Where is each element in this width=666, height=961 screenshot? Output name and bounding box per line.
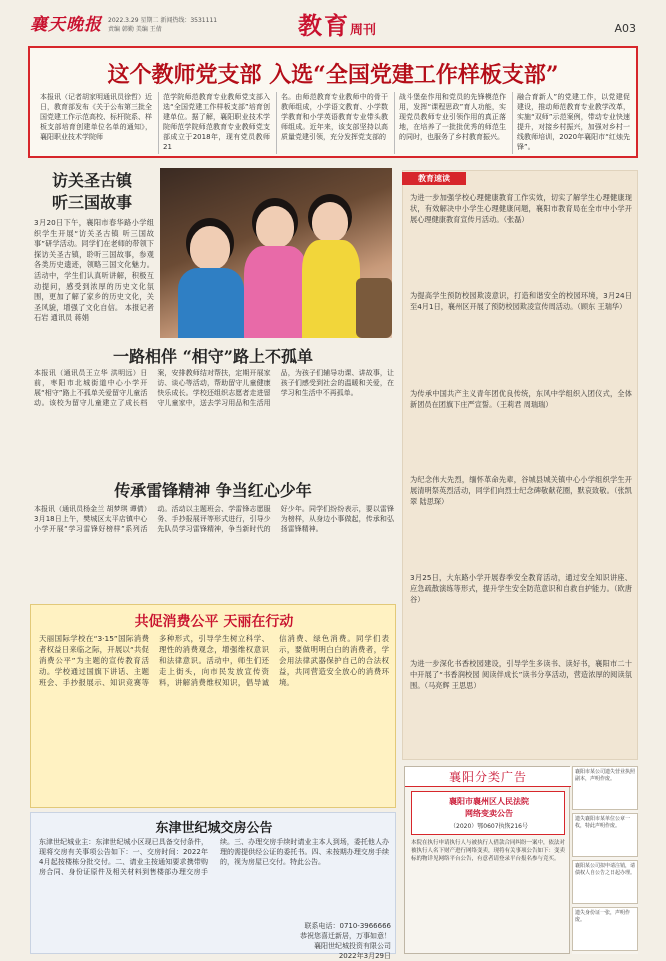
classified-ads	[404, 766, 570, 954]
housing-notice	[30, 812, 396, 960]
story1-body: 3月20日下午，襄阳市春华路小学组织学生开展“访关圣古镇 听三国故事”研学活动。同学们在老师的带领下探访关圣古镇，聆听三国故事，参观各类历史遗迹，领略三国文化魅力。活动中，学生们认真听讲解，积极互动提问，感受到浓厚的历史文化氛围，更加了解了家乡的历史文化，关圣风貌，增强了文化自信。 本报记者 石岩 通讯员 蒋娟	[34, 218, 154, 323]
court-name: 襄阳市襄州区人民法院	[449, 797, 529, 806]
lead-col-3: 名。由师范教育专业教师中的骨干教师组成，小学语文教育、小学数学教育和小学英语教育专业带头教师组成。近年来，该支部坚持以高质量党建引领，充分发挥党支部的	[276, 92, 388, 154]
tip-item: 为进一步深化书香校园建设，引导学生多读书、读好书，襄阳市二十中开展了“书香润校园 阅读伴成长”读书分享活动，营造浓厚的阅读氛围。（马亮辉 王思思）	[410, 659, 632, 690]
side-ads	[572, 766, 638, 954]
tip-item: 为传承中国共产主义青年团优良传统，东风中学组织入团仪式，全体新团员在团旗下庄严宣誓。（王莉君 周瑞瑞）	[410, 389, 632, 409]
tip-item: 为提高学生预防校园欺凌意识，打造和谐安全的校园环境，3月24日至4月1日，襄州区开展了预防校园欺凌宣传周活动。（顾东 王瑞华）	[410, 291, 632, 311]
masthead	[30, 6, 636, 44]
children-photo	[160, 168, 392, 338]
notice-title: 东津世纪城交房公告	[155, 821, 273, 836]
lead-col-1: 本报讯（记者胡家明通讯员徐哲）近日，教育部发布《关于公布第三批全国党建工作示范高校、标杆院系、样板支部培育创建单位名单的通知》，襄阳职业技术学院师	[40, 93, 152, 141]
story3-title: 传承雷锋精神 争当红心少年	[114, 481, 312, 500]
story3-body: 本报讯（通讯员杨金兰 胡梦琪 谭倩）3月18日上午，樊城区太平店镇中心小学开展“学习雷锋好榜样”系列活动。活动以主题班会、学雷锋志愿服务、手抄报展评等形式进行，引导少先队员学习雷锋精神，争当新时代的好少年。同学们纷纷表示，要以雷锋为榜样，从身边小事做起，传承和弘扬雷锋精神。	[34, 505, 394, 533]
side-ad-item: 襄阳市某公司遗失营业执照副本，声明作废。	[572, 766, 638, 810]
court-case-number: （2020）鄂0607执恢216号	[450, 823, 528, 830]
notice-contact: 联系电话：0710-3966666	[304, 922, 391, 930]
date-line: 2022.3.29 星期二 新闻热线：3531111	[108, 17, 218, 24]
ads-title: 襄阳分类广告	[405, 767, 571, 787]
story2-title: 一路相伴 “相守”路上不孤单	[113, 347, 313, 366]
section-sub: 周刊	[350, 23, 377, 38]
tip-item: 为纪念伟大先烈，缅怀革命先辈，谷城县城关镇中心小学组织学生开展清明祭英烈活动，同学们向烈士纪念碑敬献花圈，默哀致敬。（张凯 翠 陆思琛）	[410, 475, 632, 506]
court-notice-header	[411, 791, 565, 835]
tip-item: 3月25日，大东路小学开展春季安全教育活动，通过安全知识讲座、应急疏散演练等形式，提升学生安全防范意识和自救自护能力。（欧唐谷）	[410, 573, 632, 604]
side-ad-item: 襄阳某公司拟申请注销，请债权人自公告之日起办理。	[572, 860, 638, 904]
story2-body: 本报讯（通讯员王立华 洪明远）日前，枣阳市北城街道中心小学开展“相守”路上不孤单关爱留守儿童活动。该校为留守儿童建立了成长档案，安排教师结对帮扶，定期开展家访、谈心等活动，帮助留守儿童健康快乐成长。学校还组织志愿者走进留守儿童家中，送去学习用品和生活用品，为孩子们辅导功课、讲故事，让孩子们感受到社会的温暖和关爱，在学习和生活中不再孤单。	[34, 369, 394, 407]
newspaper-logo: 襄天晚报	[30, 15, 102, 35]
story1-title	[52, 170, 132, 214]
section-title	[298, 6, 376, 41]
lead-col-2: 范学院师范教育专业教师党支部入选“全国党建工作样板支部”培育创建单位。据了解，襄阳职业技术学院师范学院师范教育专业教师党支部成立于2018年，现有党员教师21	[158, 92, 270, 154]
notice-footer	[221, 921, 391, 960]
lead-story-box	[28, 46, 638, 158]
side-ad-item: 遗失身份证一张，声明作废。	[572, 907, 638, 951]
story1-title-line2: 听三国故事	[52, 193, 133, 212]
lead-col-5: 融合育新人”的党建工作，以党建促建设，推动师范教育专业教学改革，实施“双师”示范案例，带动专业快速提升，对接乡村振兴，加强对乡村一线教师培训，2020年襄阳市“红烛先锋”。	[512, 92, 630, 154]
consumer-body: 天丽国际学校在“3·15”国际消费者权益日来临之际，开展以“共促消费公平”为主题的宣传教育活动。学校通过国旗下讲话、主题班会、手抄报展示、知识竞赛等多种形式，引导学生树立科学、理性的消费观念，增强维权意识和法律意识。活动中，师生们还走上街头，向市民发放宣传资料，讲解消费维权知识，倡导诚信消费、绿色消费。同学们表示，要做明明白白的消费者，学会用法律武器保护自己的合法权益，共同营造安全放心的消费环境。	[39, 634, 389, 687]
consumer-title: 共促消费公平 天丽在行动	[134, 614, 294, 630]
notice-closing: 恭祝您喜迁新居，万事如意！	[300, 932, 391, 940]
notice-signature: 襄阳世纪城投资有限公司	[314, 942, 391, 950]
lead-col-4: 战斗堡垒作用和党员的先锋模范作用，发挥“课程思政”育人功能，实现党员教师专业引领作用的真正落地，在培养了一批批优秀的师范生的同时，也服务了乡村教育振兴。	[394, 92, 506, 154]
side-ad-item: 遗失襄阳市某单位公章一枚，特此声明作废。	[572, 813, 638, 857]
court-notice-type: 网络变卖公告	[465, 809, 513, 818]
masthead-meta	[108, 16, 248, 34]
notice-body: 东津世纪城业主：东津世纪城小区现已具备交付条件，现将交房有关事项公告如下：一、交房时间：2022年4月起按楼栋分批交付。二、请业主按通知要求携带购房合同、身份证原件及相关材料到售楼部办理交房手续。三、办理交房手续时请业主本人到场，委托他人办理的需提供经公证的委托书。四、未按期办理交房手续的，视为房屋已交付。特此公告。	[39, 838, 389, 876]
page-number: A03	[614, 22, 636, 35]
notice-date: 2022年3月29日	[338, 952, 391, 960]
story1-title-line1: 访关圣古镇	[52, 171, 133, 190]
tip-item: 为进一步加强学校心理健康教育工作实效，切实了解学生心理健康现状，有效解决中小学生心理健康问题，襄阳市教育局在全市中小学开展心理健康教育宣传月活动。（张磊）	[410, 193, 632, 224]
court-notice-body: 本院在执行申请执行人与被执行人借款合同纠纷一案中，依法对被执行人名下财产进行网络变卖，现将有关事项公告如下：变卖标的物详见网络平台公告，有意者请登录平台报名参与竞买。	[411, 840, 566, 862]
tips-label: 教育速读	[402, 172, 466, 185]
consumer-rights-box	[30, 604, 396, 808]
editors-line: 责编 韩勤 美编 王倩	[108, 26, 162, 33]
lead-headline: 这个教师党支部 入选“全国党建工作样板支部”	[107, 62, 559, 88]
section-name: 教育	[298, 11, 350, 40]
